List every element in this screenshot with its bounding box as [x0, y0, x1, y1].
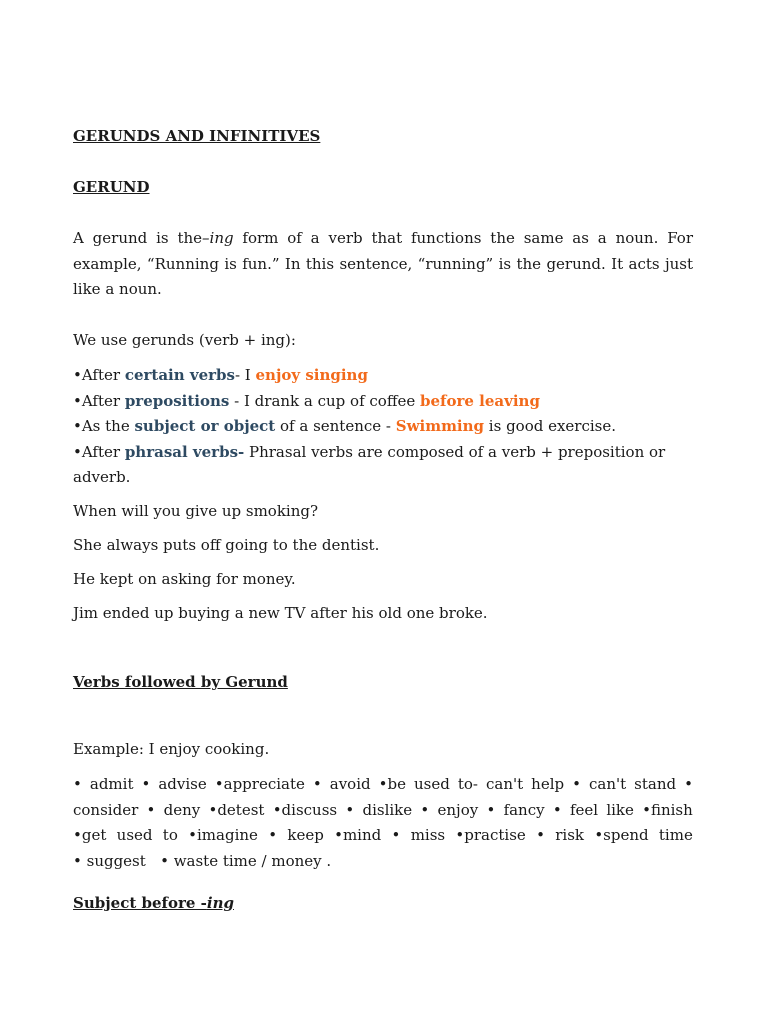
verb-token: keep — [287, 826, 324, 845]
verb-token: • — [391, 826, 401, 845]
verb-token: stand — [634, 775, 677, 793]
verb-token: • — [268, 826, 278, 845]
verb-token: •appreciate — [214, 775, 305, 793]
usage-example: Swimming — [395, 417, 485, 436]
verb-token: • — [536, 826, 545, 845]
usage-term: subject or object — [134, 417, 276, 436]
intro-text-start: A gerund is the — [73, 229, 203, 247]
verb-token: advise — [158, 775, 207, 793]
verb-token: •mind — [334, 826, 382, 845]
verb-token: • — [572, 775, 581, 793]
usage-example: before leaving — [420, 391, 540, 410]
verb-token: feel — [569, 800, 599, 819]
verb-token: •practise — [455, 826, 526, 845]
usage-bullet-list — [73, 363, 693, 491]
verb-token: can't — [486, 775, 524, 793]
verbs-example: Example: I enjoy cooking. — [73, 740, 270, 758]
verb-list — [73, 772, 693, 874]
phrasal-example: He kept on asking for money. — [73, 570, 296, 588]
verb-token: enjoy — [437, 800, 479, 819]
usage-term: certain verbs — [124, 366, 235, 384]
verb-token: to- — [457, 775, 478, 793]
verb-token: •finish — [642, 800, 693, 819]
section-heading-subject: Subject before -ing — [73, 894, 234, 912]
section-heading-gerund: GERUND — [73, 178, 150, 196]
verb-token: • — [73, 775, 82, 793]
verb-token: •be — [378, 775, 406, 793]
verb-token: •discuss — [272, 800, 338, 819]
verb-token: help — [531, 775, 565, 793]
verb-token: to — [162, 826, 178, 845]
verb-token: used — [116, 826, 153, 845]
verb-token: • — [345, 800, 355, 819]
verb-token: consider — [73, 800, 139, 819]
verb-token: •get — [73, 826, 107, 845]
verb-list-line — [73, 849, 693, 875]
verb-token: • — [312, 775, 322, 793]
usage-bullet: •After prepositions - I drank a cup of coffee before leaving — [73, 391, 540, 410]
verb-token: admit — [89, 775, 134, 793]
phrasal-example: Jim ended up buying a new TV after his old one broke. — [73, 604, 488, 622]
verb-token: • — [146, 800, 156, 819]
document-title: GERUNDS AND INFINITIVES — [73, 127, 321, 145]
verb-token: deny — [163, 800, 201, 819]
intro-ing-term: –ing — [202, 229, 234, 247]
verb-list-line — [73, 823, 693, 849]
verb-token: • — [684, 775, 693, 793]
verb-list-line — [73, 798, 693, 824]
verb-token: dislike — [362, 800, 413, 819]
verb-list-line — [73, 772, 693, 798]
usage-bullet: •As the subject or object of a sentence - Swimming is good exercise. — [73, 417, 617, 436]
verb-token: • — [552, 800, 562, 819]
verb-token: avoid — [329, 775, 371, 793]
phrasal-example: When will you give up smoking? — [73, 502, 319, 520]
verb-token: •spend — [594, 826, 649, 845]
verb-token: • suggest • waste time / money . — [73, 851, 332, 870]
usage-term: phrasal verbs- — [124, 442, 245, 461]
verb-token: • — [486, 800, 496, 819]
usage-bullet: •After phrasal verbs- Phrasal verbs are composed of a verb + preposition or adverb. — [73, 442, 666, 487]
usage-example: enjoy singing — [255, 366, 368, 384]
verb-token: time — [658, 826, 693, 845]
usage-term: prepositions — [124, 391, 230, 410]
intro-text-rest: form of a verb that functions the same as a noun. For example, “Running is fun.” In this sentence, “running” is the gerund. It acts just like a noun. — [73, 229, 693, 299]
verb-token: • — [420, 800, 430, 819]
use-intro: We use gerunds (verb + ing): — [73, 331, 296, 349]
intro-paragraph — [73, 226, 693, 303]
section-heading-verbs: Verbs followed by Gerund — [73, 673, 288, 691]
verb-token: like — [606, 800, 634, 819]
phrasal-example: She always puts off going to the dentist. — [73, 536, 380, 554]
verb-token: •detest — [208, 800, 265, 819]
verb-token: fancy — [503, 800, 545, 819]
usage-bullet: •After certain verbs- I enjoy singing — [73, 366, 368, 384]
verb-token: risk — [555, 826, 585, 845]
verb-token: miss — [410, 826, 446, 845]
verb-token: • — [141, 775, 151, 793]
verb-token: used — [413, 775, 450, 793]
verb-token: can't — [589, 775, 627, 793]
verb-token: •imagine — [188, 826, 258, 845]
